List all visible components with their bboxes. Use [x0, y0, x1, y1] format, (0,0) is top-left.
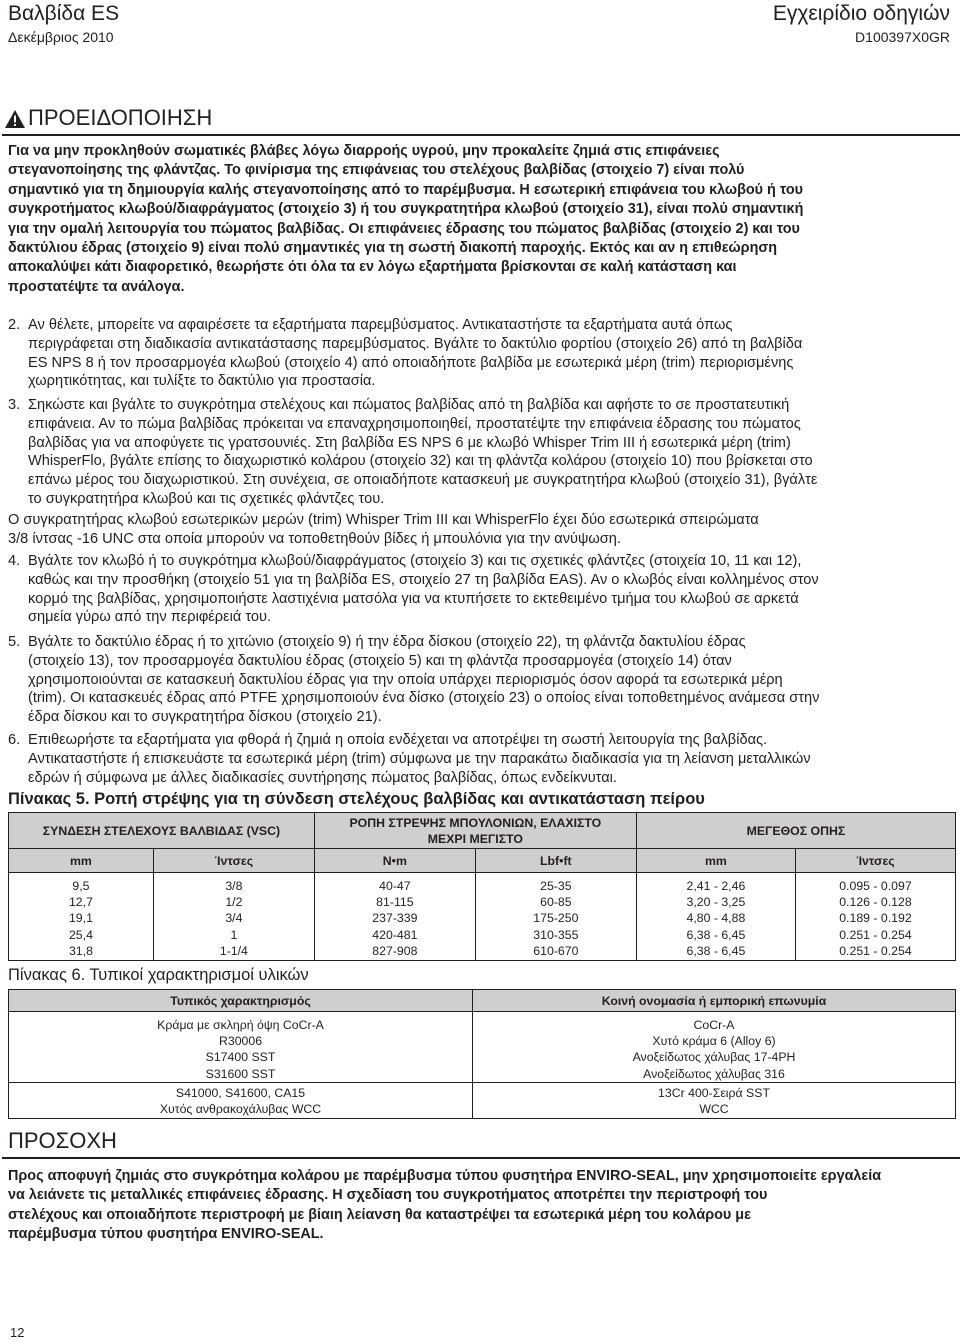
step-line: επάνω μέρος του διαχωριστικού. Στη συνέχεια, σε οποιαδήποτε κατασκευή με συγκρατητήρα κλωβού (στοιχείο 31), βγάλτε [28, 472, 818, 489]
warning-line: αποκαλύψει κάτι διαφορετικό, θεωρήστε ότι όλα τα εν λόγω εξαρτήματα βρίσκονται σε καλή κατάσταση και [8, 259, 737, 276]
step-line: Επιθεωρήστε τα εξαρτήματα για φθορά ή ζημιά η οποία ενδέχεται να αποτρέψει τη σωστή λειτουργία της βαλβίδας. [28, 732, 768, 748]
caution-line: στελέχους και οποιαδήποτε περιστροφή με βίαιη λείανση θα καταστρέψει τα εσωτερικά μέρη του κολάρου με [8, 1206, 751, 1223]
manual-title: Εγχειρίδιο οδηγιών [772, 2, 950, 25]
warning-triangle-icon [4, 109, 26, 129]
warning-line: δακτύλιου έδρας (στοιχείο 9) είναι πολύ σημαντικές για τη σωστή διακοπή παροχής. Εκτός και αν η επιθεώρηση [8, 240, 778, 257]
table6-cell: 13Cr 400-Σειρά SST WCC [473, 1082, 956, 1118]
step-5 [8, 633, 956, 727]
step-line: Βγάλτε τον κλωβό ή το συγκρότημα κλωβού/διαφράγματος (στοιχείο 3) και τις σχετικές φλάντζες (στοιχεία 10, 11 και 12), [28, 553, 802, 569]
step-line: επιφάνεια. Αν το πώμα βαλβίδας πρόκειται να επαναχρησιμοποιηθεί, προστατέψτε την επιφάνεια έδρασης του πώματος [28, 415, 801, 432]
step-line: Αν θέλετε, μπορείτε να αφαιρέσετε τα εξαρτήματα παρεμβύσματος. Αντικαταστήστε τα εξαρτήματα αυτά όπως [28, 317, 733, 333]
document-code: D100397X0GR [855, 29, 950, 45]
table6-cell: CoCr-A Χυτό κράμα 6 (Alloy 6) Ανοξείδωτος χάλυβας 17-4PH Ανοξείδωτος χάλυβας 316 [473, 1012, 956, 1083]
step-number: 4. [8, 553, 21, 569]
table5-header-torque: ΡΟΠΗ ΣΤΡΕΨΗΣ ΜΠΟΥΛΟΝΙΩΝ, ΕΛΑΧΙΣΤΟ ΜΕΧΡΙ ΜΕΓΙΣΤΟ [314, 813, 636, 849]
step-line: χωρητικότητας, και τυλίξτε το δακτύλιο για προστασία. [28, 373, 376, 390]
step-line: το συγκρατητήρα κλωβού και τις σχετικές φλάντζες του. [28, 490, 385, 507]
warning-heading [2, 102, 960, 136]
document-title: Βαλβίδα ES [8, 2, 120, 25]
warning-line: προστατέψτε τα ανάλογα. [8, 278, 185, 295]
caution-line: να λειάνετε τις μεταλλικές επιφάνειες έδρασης. Η σχεδίαση του συγκροτήματος αποτρέπει την περιστροφή του [8, 1187, 768, 1204]
step-line: WhisperFlo, βγάλτε επίσης το διαχωριστικό κολάρου (στοιχείο 32) και τη φλάντζα κολάρου (στοιχείο 10) που βρίσκεται στο [28, 453, 813, 470]
note-line: 3/8 ίντσας -16 UNC στα οποία μπορούν να τοποθετηθούν βίδες ή μπουλόνια για την ανύψωση. [8, 530, 621, 547]
step-line: κορμό της βαλβίδας, χρησιμοποιήστε λαστιχένια ματσόλα για να κτυπήσετε το εκτεθειμένο τμήμα του κλωβού σε αρκετά [28, 590, 799, 607]
table6-caption: Πίνακας 6. Τυπικοί χαρακτηρισμοί υλικών [8, 966, 309, 984]
caution-line: Προς αποφυγή ζημιάς στο συγκρότημα κολάρου με παρέμβυσμα τύπου φυσητήρα ENVIRO-SEAL, μην χρησιμοποιείτε εργαλεία [8, 1168, 882, 1184]
note-paragraph [8, 511, 956, 549]
table5-cell: 25-35 60-85 175-250 310-355 610-670 [475, 873, 636, 961]
page-number: 12 [10, 1325, 25, 1340]
document-date: Δεκέμβριος 2010 [8, 29, 114, 45]
table5-unit-header: mm [636, 849, 795, 873]
caution-label: ΠΡΟΣΟΧΗ [8, 1128, 117, 1153]
materials-table [8, 989, 956, 1119]
step-line: Αντικαταστήστε ή επισκευάστε τα εσωτερικά μέρη (trim) σύμφωνα με την παρακάτω διαδικασία για τη λείανση μεταλλικών [28, 750, 811, 767]
table5-header-vsc: ΣΥΝΔΕΣΗ ΣΤΕΛΕΧΟΥΣ ΒΑΛΒΙΔΑΣ (VSC) [9, 813, 315, 849]
step-line: χρησιμοποιούνται σε κατασκευή δακτυλίου έδρας για την οποία υπάρχει περιορισμός όσον αφορά τα εσωτερικά μέρη [28, 671, 783, 688]
table5-unit-header: N•m [314, 849, 475, 873]
step-6 [8, 731, 956, 787]
step-number: 6. [8, 732, 21, 748]
table6-header: Κοινή ονομασία ή εμπορική επωνυμία [473, 990, 956, 1012]
note-line: Ο συγκρατητήρας κλωβού εσωτερικών μερών (trim) Whisper Trim III και WhisperFlo έχει δύο εσωτερικά σπειρώματα [8, 512, 759, 528]
table5-cell: 2,41 - 2,46 3,20 - 3,25 4,80 - 4,88 6,38 - 6,45 6,38 - 6,45 [636, 873, 795, 961]
warning-line: συγκροτήματος κλωβού/διαφράγματος (στοιχείο 3) ή του συγκρατητήρα κλωβού (στοιχείο 31), είναι πολύ σημαντική [8, 201, 804, 218]
caution-heading [2, 1125, 960, 1159]
warning-line: για την ομαλή λειτουργία του πώματος βαλβίδας. Οι επιφάνειες έδρασης του πώματος βαλβίδας (στοιχείο 2) και του [8, 220, 800, 237]
warning-line: στεγανοποίησης της φλάντζας. Το φινίρισμα της επιφάνειας του στελέχους βαλβίδας (στοιχείο 7) είναι πολύ [8, 162, 745, 179]
table5-caption: Πίνακας 5. Ροπή στρέψης για τη σύνδεση στελέχους βαλβίδας και αντικατάσταση πείρου [8, 790, 705, 808]
step-line: περιγράφεται στη διαδικασία αντικατάστασης παρεμβύσματος. Βγάλτε το δακτύλιο φορτίου (στοιχείο 26) από τη βαλβίδα [28, 335, 803, 352]
caution-text [8, 1167, 953, 1245]
table5-unit-header: Lbf•ft [475, 849, 636, 873]
table5-header-hole: ΜΕΓΕΘΟΣ ΟΠΗΣ [636, 813, 955, 849]
step-line: βαλβίδας για να αποφύγετε τις γρατσουνιές. Στη βαλβίδα ES NPS 6 με κλωβό Whisper Trim III ή εσωτερικά μέρη (trim) [28, 434, 791, 451]
step-number: 3. [8, 397, 21, 413]
torque-table [8, 812, 956, 961]
table5-cell: 0.095 - 0.097 0.126 - 0.128 0.189 - 0.192 0.251 - 0.254 0.251 - 0.254 [795, 873, 955, 961]
table6-cell: Κράμα με σκληρή όψη CoCr-A R30006 S17400 SST S31600 SST [9, 1012, 473, 1083]
table5-cell: 9,5 12,7 19,1 25,4 31,8 [9, 873, 154, 961]
step-2 [8, 316, 956, 391]
step-3 [8, 396, 956, 509]
table5-unit-header: Ίντσες [153, 849, 314, 873]
step-line: (trim). Οι κατασκευές έδρας από PTFE χρησιμοποιούν ένα δίσκο (στοιχείο 23) ο οποίος είναι τοποθετημένος ανάμεσα στην [28, 690, 820, 707]
step-line: Σηκώστε και βγάλτε το συγκρότημα στελέχους και πώματος βαλβίδας από τη βαλβίδα και αφήστε το σε προστατευτική [28, 397, 790, 413]
table6-header: Τυπικός χαρακτηρισμός [9, 990, 473, 1012]
step-number: 5. [8, 634, 21, 650]
warning-label: ΠΡΟΕΙΔΟΠΟΙΗΣΗ [28, 105, 213, 130]
step-line: σημεία γύρω από την περιφέρειά του. [28, 609, 272, 626]
step-line: ES NPS 8 ή τον προσαρμογέα κλωβού (στοιχείο 4) από οποιαδήποτε βαλβίδα με εσωτερικά μέρη (trim) περιορισμένης [28, 354, 794, 371]
step-4 [8, 552, 956, 627]
step-line: έδρα δίσκου και το συγκρατητήρα δίσκου (στοιχείο 21). [28, 709, 382, 726]
caution-line: παρέμβυσμα τύπου φυσητήρα ENVIRO-SEAL. [8, 1226, 324, 1243]
step-line: Βγάλτε το δακτύλιο έδρας ή το χιτώνιο (στοιχείο 9) ή την έδρα δίσκου (στοιχείο 22), τη φλάντζα δακτυλίου έδρας [28, 634, 746, 650]
table6-cell: S41000, S41600, CA15 Χυτός ανθρακοχάλυβας WCC [9, 1082, 473, 1118]
warning-line: σημαντικό για τη δημιουργία καλής στεγανοποίησης από το παρέμβυσμα. Η εσωτερική επιφάνεια του κλωβού ή του [8, 181, 804, 198]
table5-unit-header: mm [9, 849, 154, 873]
step-line: εδρών ή σύμφωνα με άλλες διαδικασίες συντήρησης πώματος βαλβίδας, όπως ενδείκνυται. [28, 769, 617, 786]
table5-unit-header: Ίντσες [795, 849, 955, 873]
warning-text [8, 142, 953, 297]
warning-line: Για να μην προκληθούν σωματικές βλάβες λόγω διαρροής υγρού, μην προκαλείτε ζημιά στις επιφάνειες [8, 143, 720, 159]
step-line: καθώς και την προσθήκη (στοιχείο 51 για τη βαλβίδα ES, στοιχείο 27 τη βαλβίδα EAS). Αν ο κλωβός είναι κολλημένος στον [28, 571, 819, 588]
step-line: (στοιχείο 13), τον προσαρμογέα δακτυλίου έδρας (στοιχείο 5) και τη φλάντζα προσαρμογέα (στοιχείο 14) όταν [28, 652, 732, 669]
step-number: 2. [8, 317, 21, 333]
table5-cell: 3/8 1/2 3/4 1 1-1/4 [153, 873, 314, 961]
table5-cell: 40-47 81-115 237-339 420-481 827-908 [314, 873, 475, 961]
